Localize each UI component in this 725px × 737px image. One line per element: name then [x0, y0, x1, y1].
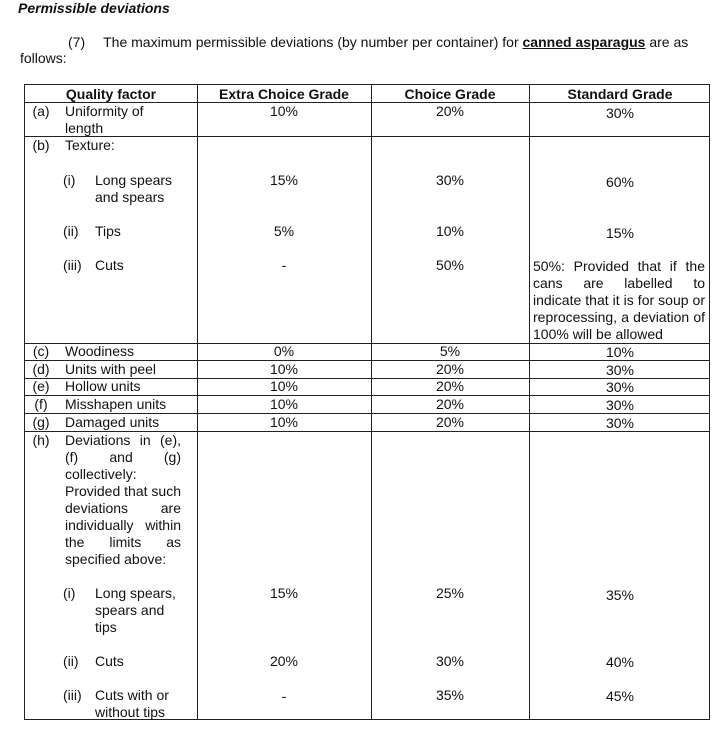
cell-choice: 10%	[435, 223, 465, 239]
row-factor: Tips	[95, 223, 121, 239]
cell-standard: 45%	[605, 688, 635, 704]
cell-standard: 30%	[605, 415, 635, 431]
row-factor: Long spears and spears	[95, 172, 173, 205]
header-quality-factor: Quality factor	[65, 86, 157, 102]
row-sublabel: (i)	[63, 172, 76, 188]
intro-emphasis: canned asparagus	[522, 34, 646, 50]
deviations-table	[24, 84, 710, 720]
row-label: (c)	[32, 343, 50, 359]
cell-standard: 30%	[605, 397, 635, 413]
cell-extra: 15%	[269, 585, 299, 601]
intro-text-after: are as follows:	[20, 34, 689, 66]
row-factor: Cuts	[95, 653, 124, 669]
row-factor: Misshapen units	[65, 396, 167, 412]
cell-extra: 20%	[269, 653, 299, 669]
cell-standard: 40%	[605, 654, 635, 670]
row-sublabel: (iii)	[63, 687, 82, 703]
cell-choice: 5%	[439, 343, 461, 359]
cell-extra: 10%	[269, 378, 299, 394]
row-factor: Cuts with or without tips	[95, 687, 169, 720]
intro-text-before: The maximum permissible deviations (by number per container) for	[103, 34, 519, 50]
row-label: (d)	[32, 361, 50, 377]
cell-choice: 20%	[435, 414, 465, 430]
row-factor: Units with peel	[65, 361, 157, 377]
cell-standard: 30%	[605, 105, 635, 121]
cell-extra: 10%	[269, 361, 299, 377]
row-factor: Hollow units	[65, 378, 141, 394]
table-row	[25, 103, 197, 137]
row-sublabel: (iii)	[63, 257, 82, 273]
cell-standard: 60%	[605, 174, 635, 190]
cell-extra: -	[281, 688, 287, 704]
cell-extra: 10%	[269, 414, 299, 430]
cell-standard: 30%	[605, 362, 635, 378]
cell-extra: 5%	[273, 223, 295, 239]
row-factor: Woodiness	[65, 343, 135, 359]
cell-choice: 35%	[435, 687, 465, 703]
row-factor: Cuts	[95, 257, 124, 273]
row-label: (a)	[32, 103, 50, 119]
cell-standard: 10%	[605, 344, 635, 360]
cell-choice: 30%	[435, 172, 465, 188]
cell-standard: 30%	[605, 379, 635, 395]
cell-standard-proviso: 50%: Provided that if the cans are labelled to indicate that it is for soup or reprocessing, a deviation of 100% will be allowed	[533, 258, 705, 342]
table-row	[25, 172, 197, 206]
cell-extra: 0%	[273, 343, 295, 359]
cell-standard: 35%	[605, 587, 635, 603]
cell-extra: 10%	[269, 103, 299, 119]
row-factor: Deviations in (e), (f) and (g) collectively: Provided that such deviations are individually within the limits as specified above:	[65, 432, 181, 567]
row-factor: Texture:	[65, 137, 115, 153]
row-label: (g)	[32, 414, 50, 430]
row-label: (f)	[34, 396, 48, 412]
clause-number: (7)	[68, 34, 86, 50]
row-label: (h)	[32, 432, 50, 448]
row-sublabel: (ii)	[63, 223, 79, 239]
header-standard: Standard Grade	[567, 86, 673, 102]
cell-choice: 30%	[435, 653, 465, 669]
cell-extra: 10%	[269, 396, 299, 412]
cell-extra: 15%	[269, 172, 299, 188]
section-heading: Permissible deviations	[18, 0, 170, 16]
row-factor: Uniformity of length	[65, 103, 144, 136]
row-sublabel: (i)	[63, 585, 76, 601]
header-choice: Choice Grade	[404, 86, 496, 102]
header-extra-choice: Extra Choice Grade	[219, 86, 349, 102]
cell-standard: 15%	[605, 225, 635, 241]
cell-choice: 20%	[435, 103, 465, 119]
row-label: (e)	[32, 378, 50, 394]
cell-choice: 20%	[435, 361, 465, 377]
cell-extra: -	[281, 257, 287, 273]
intro-paragraph	[20, 34, 710, 66]
row-factor: Damaged units	[65, 414, 160, 430]
cell-choice: 25%	[435, 585, 465, 601]
row-factor: Long spears, spears and tips	[95, 585, 176, 635]
cell-choice: 50%	[435, 257, 465, 273]
row-sublabel: (ii)	[63, 653, 79, 669]
cell-choice: 20%	[435, 396, 465, 412]
cell-choice: 20%	[435, 378, 465, 394]
row-label: (b)	[32, 137, 50, 153]
